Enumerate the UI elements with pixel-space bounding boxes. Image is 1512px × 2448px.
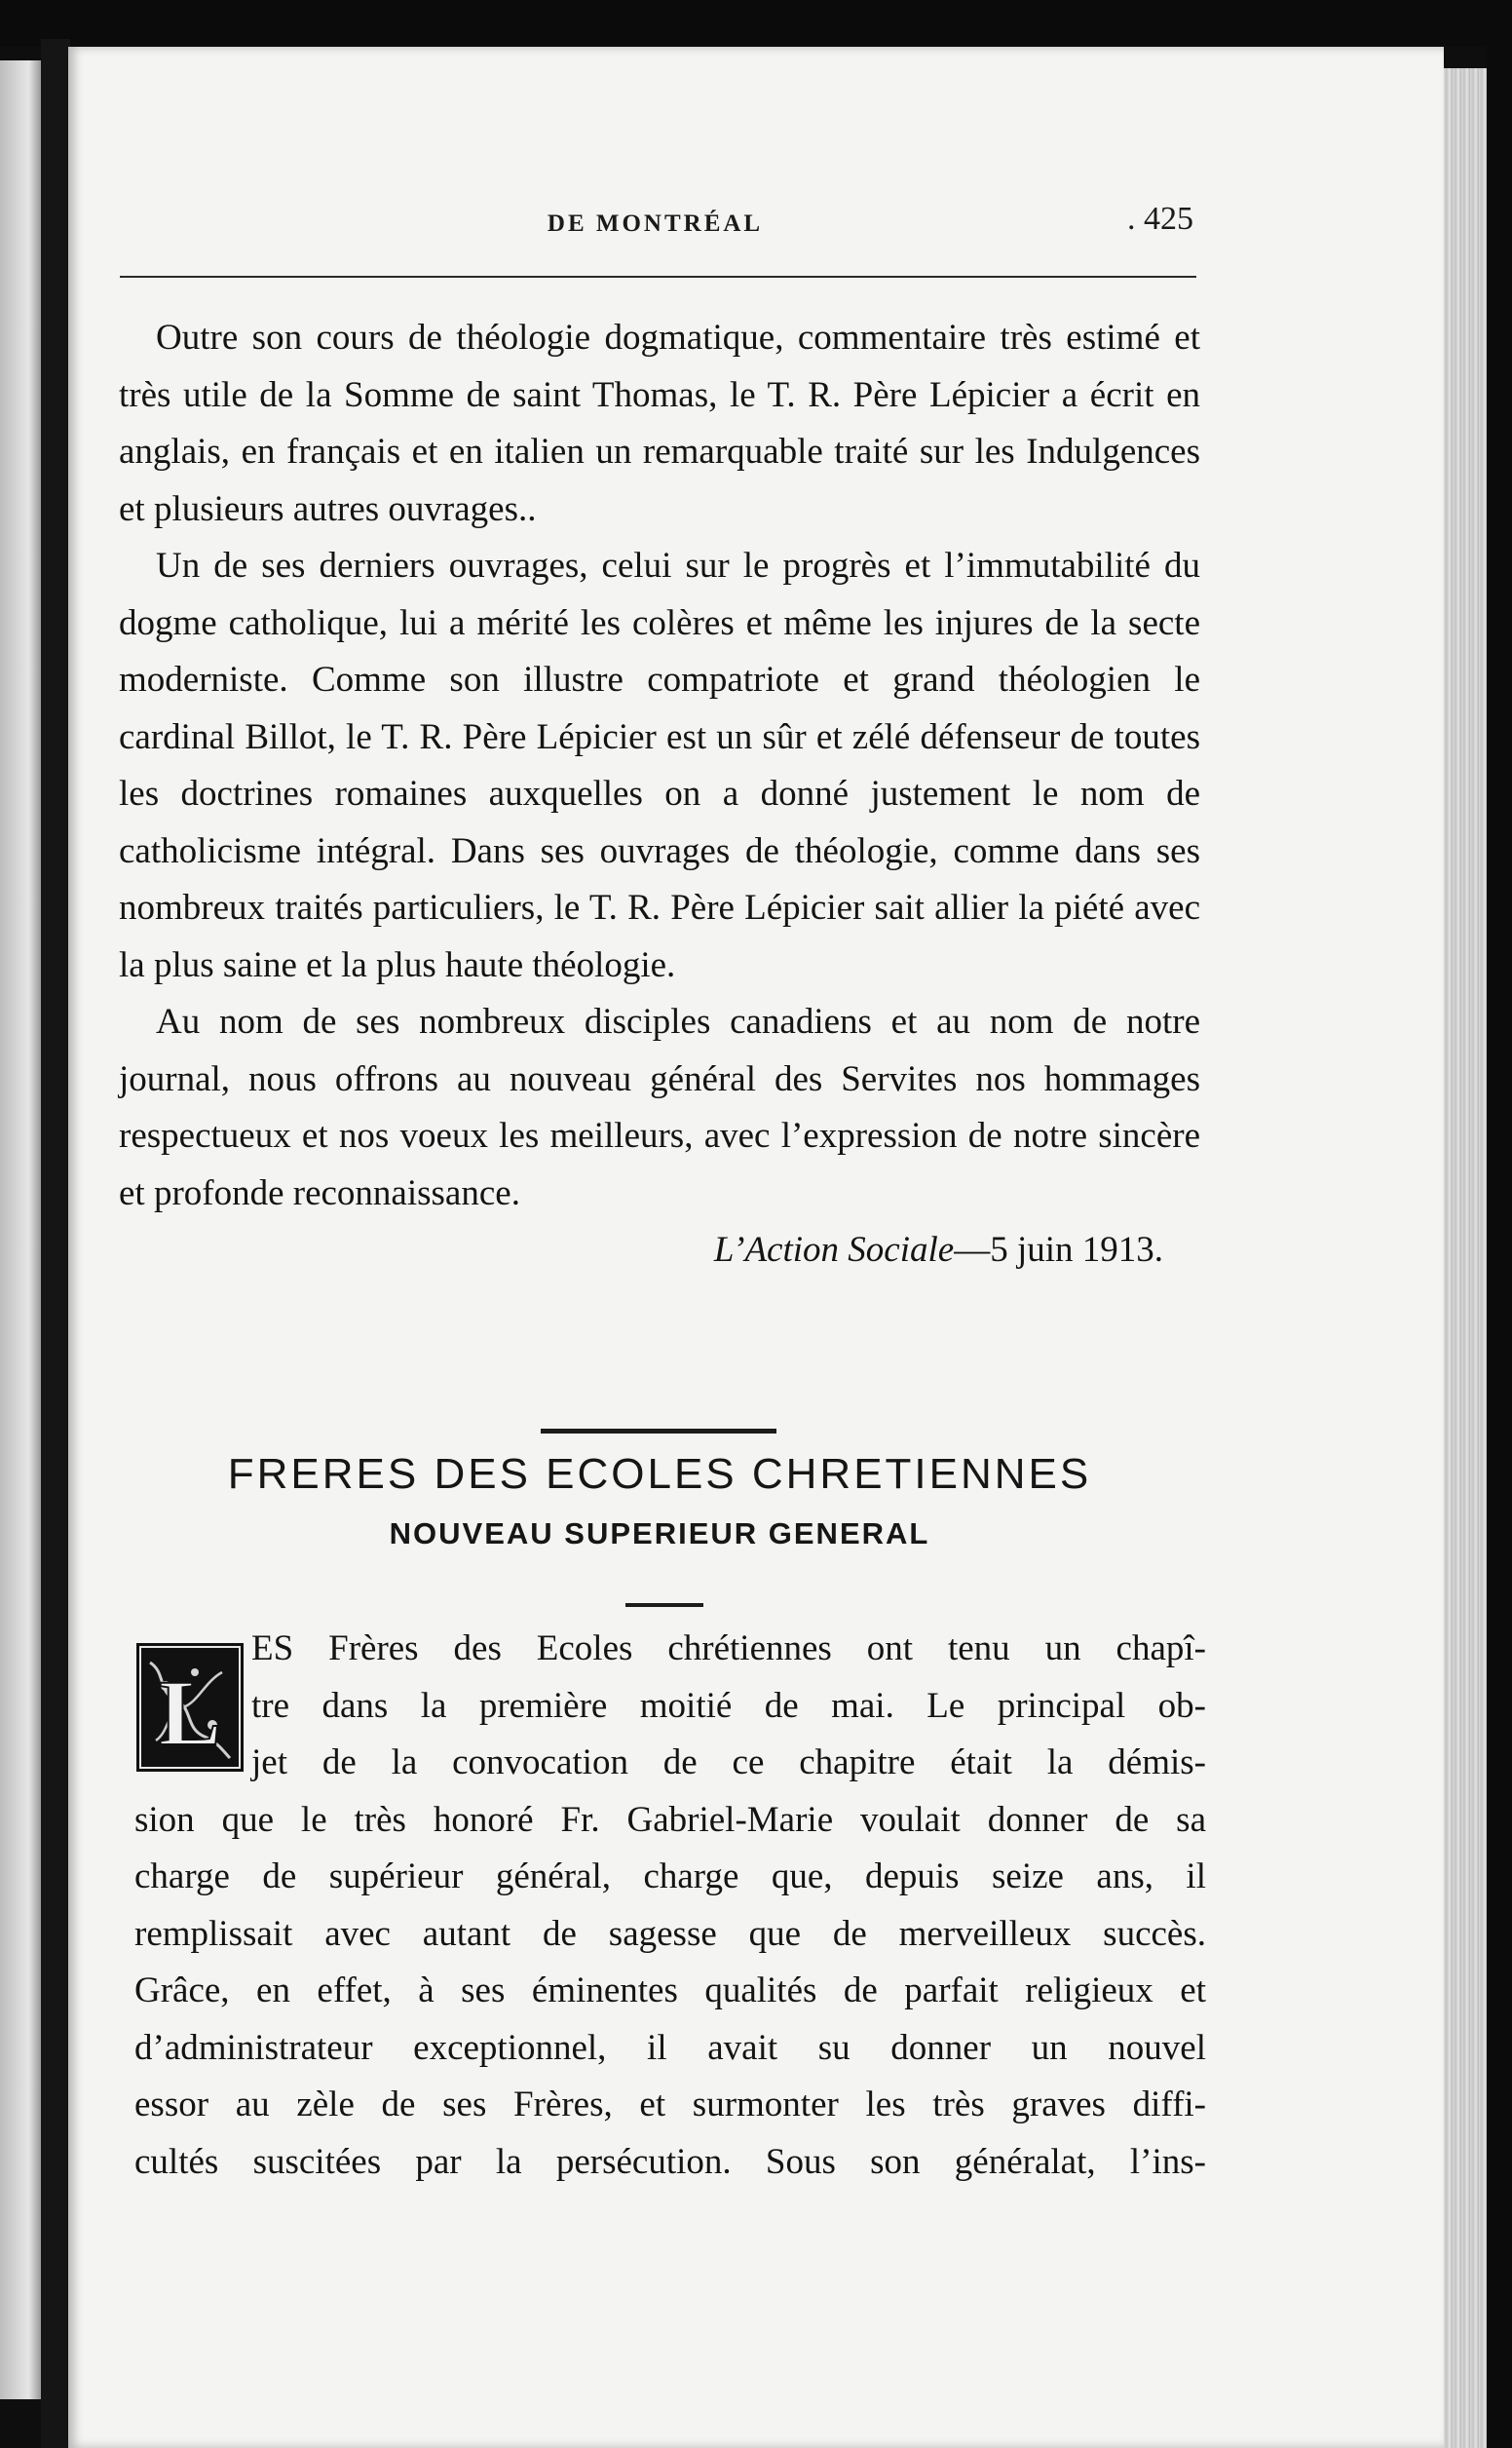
text-line: sion que le très honoré Fr. Gabriel-Marie voulait donner de sa <box>134 1799 1206 1840</box>
article-freres <box>134 1621 1206 2191</box>
section-title: FRERES DES ECOLES CHRETIENNES <box>227 1450 1092 1498</box>
source-signature <box>119 1222 1200 1280</box>
article-lepicier <box>119 310 1200 1280</box>
subtitle-divider-rule <box>625 1603 703 1607</box>
text-line: Grâce, en effet, à ses éminentes qualités de parfait religieux et <box>134 1970 1206 2010</box>
text-line: d’administrateur exceptionnel, il avait su donner un nouvel <box>134 2027 1206 2068</box>
text-line: essor au zèle de ses Frères, et surmonter les très graves diffi- <box>134 2085 1206 2124</box>
text-line: charge de supérieur général, charge que, depuis seize ans, il <box>134 1856 1206 1896</box>
text-line: tre dans la première moitié de mai. Le principal ob- <box>251 1685 1206 1726</box>
header-rule <box>120 276 1196 278</box>
scan-border-right <box>1487 0 1512 2448</box>
text-line: cultés suscitées par la persécution. Sous son généralat, l’ins- <box>134 2141 1206 2182</box>
paragraph: Outre son cours de théologie dogmatique, commentaire très estimé et très utile de la Somme de saint Thomas, le T. R. Père Lépicier a écrit en anglais, en français et en italien un remarquable traité sur les Indulgences et plusieurs autres ouvrages.. <box>119 318 1200 529</box>
signature-source: L’Action Sociale <box>713 1230 955 1270</box>
text-line: ES Frères des Ecoles chrétiennes ont tenu un chapî- <box>251 1628 1206 1668</box>
running-head-title: DE MONTRÉAL <box>547 210 764 237</box>
section-subtitle: NOUVEAU SUPERIEUR GENERAL <box>389 1516 930 1550</box>
drop-cap-letter: L <box>158 1661 222 1765</box>
text-line: jet de la convocation de ce chapitre était la démis- <box>251 1742 1206 1782</box>
section-divider-rule <box>541 1429 776 1434</box>
scan-border-top <box>0 0 1512 47</box>
book-gutter <box>41 39 70 2448</box>
signature-date: —5 juin 1913. <box>954 1230 1163 1270</box>
text-line: remplissait avec autant de sagesse que de merveilleux succès. <box>134 1913 1206 1954</box>
page-number: . 425 <box>1127 201 1193 237</box>
running-head <box>117 195 1193 253</box>
paragraph: Un de ses derniers ouvrages, celui sur le progrès et l’immutabilité du dogme catholique, lui a mérité les colères et même les injures de la secte moderniste. Comme son illustre compatriote et grand théologien le cardinal Billot, le T. R. Père Lépicier est un sûr et zélé défenseur de toutes les doctrines romaines auxquelles on a donné justement le nom de catholicisme intégral. Dans ses ouvrages de théologie, comme dans ses nombreux traités particuliers, le T. R. Père Lépicier sait allier la piété avec la plus saine et la plus haute théologie. <box>119 546 1200 985</box>
facing-page-edge <box>0 60 41 2399</box>
paragraph: Au nom de ses nombreux disciples canadiens et au nom de notre journal, nous offrons au nouveau général des Servites nos hommages respectueux et nos voeux les meilleurs, avec l’expression de notre sincère et profonde reconnaissance. <box>119 1002 1200 1213</box>
page-stack-edge <box>1444 68 1487 2448</box>
